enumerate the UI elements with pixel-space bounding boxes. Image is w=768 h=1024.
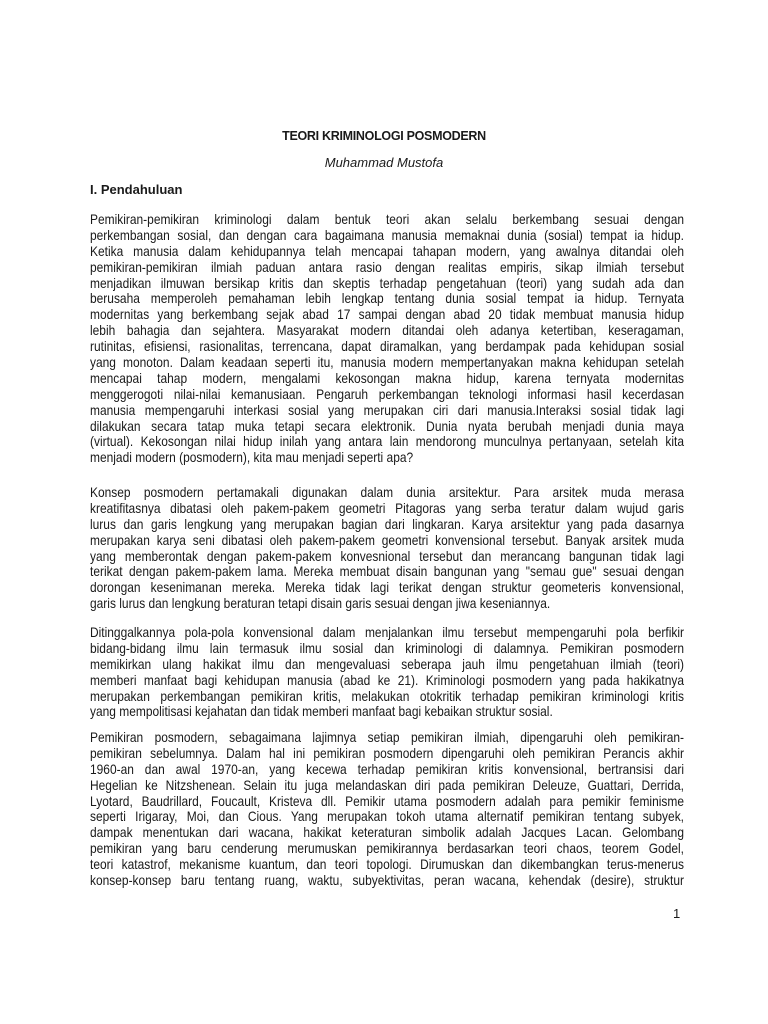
paragraph-line: menjadikan ilmuwan bersikap kritis dan skeptis terhadap pengetahuan (teori) yang sudah ada dan bbox=[90, 275, 684, 291]
paragraph-line: manusia mempengaruhi interkasi sosial yang merupakan ciri dari manusia.Interaksi sosial tidak lagi bbox=[90, 402, 684, 418]
paragraph-line: pemikiran sebelumnya. Dalam hal ini pemikiran posmodern dipengaruhi oleh pemikiran Perancis akhir bbox=[90, 745, 684, 761]
section-heading: I. Pendahuluan bbox=[90, 182, 183, 197]
paragraph-line: konsep-konsep baru tentang ruang, waktu, subyektivitas, peran wacana, kehendak (desire), struktur bbox=[90, 873, 684, 889]
paragraph-line: mencapai tahap modern, mengalami kekosongan makna hidup, karena ternyata modernitas bbox=[90, 370, 684, 386]
page-number: 1 bbox=[673, 906, 681, 921]
paragraph-line: Konsep posmodern pertamakali digunakan dalam dunia arsitektur. Para arsitek muda merasa bbox=[90, 485, 684, 500]
paragraph-line: memikirkan ulang hakikat ilmu dan mengevaluasi seberapa jauh ilmu pengetahuan ilmiah (teori) bbox=[90, 656, 684, 672]
paragraph-line: dampak menentukan dari wacana, hakikat keteraturan simbolik adalah Jacques Lacan. Gelombang bbox=[90, 825, 684, 841]
paragraph-line: Pemikiran posmodern, sebagaimana lajimnya setiap pemikiran ilmiah, dipengaruhi oleh pemikiran- bbox=[90, 730, 684, 745]
paragraph-line: bidang-bidang ilmu lain termasuk ilmu sosial dan kriminologi di dalamnya. Pemikiran posmodern bbox=[90, 640, 684, 656]
paragraph bbox=[90, 485, 684, 612]
paragraph-line: lurus dan garis lengkung yang merupakan bagian dari lingkaran. Karya arsitektur yang pada dasarnya bbox=[90, 516, 684, 532]
paragraph-line: Hegelian ke Nitzshenean. Selain itu juga melandaskan diri pada pemikiran Deleuze, Guattari, Derrida, bbox=[90, 777, 684, 793]
paragraph-line: (virtual). Kekosongan nilai hidup inilah yang antara lain mendorong munculnya pertanyaan, setelah kita bbox=[90, 434, 684, 450]
paragraph-line: pemikiran yang baru cenderung merumuskan pemikirannya berdasarkan teori chaos, teorem Godel, bbox=[90, 841, 684, 857]
paragraph bbox=[90, 730, 684, 889]
paragraph-line: merupakan perkembangan pemikiran kritis, melakukan otokritik terhadap pemikiran kriminologi kritis bbox=[90, 688, 684, 704]
document-title: TEORI KRIMINOLOGI POSMODERN bbox=[282, 129, 486, 143]
paragraph-line: berusaha memperoleh pemahaman lebih lengkap tentang dunia sosial tempat ia hidup. Ternyata bbox=[90, 291, 684, 307]
paragraph-line: Lyotard, Baudrillard, Foucault, Kristeva dll. Pemikir utama posmodern adalah para pemikir feminisme bbox=[90, 793, 684, 809]
paragraph-line: 1960-an dan awal 1970-an, yang kecewa terhadap pemikiran kritis konvensional, bertransisi dari bbox=[90, 761, 684, 777]
paragraph-line: memberi manfaat bagi kehidupan manusia (abad ke 21). Kriminologi posmodern yang pada hakikatnya bbox=[90, 672, 684, 688]
paragraph-line: Pemikiran-pemikiran kriminologi dalam bentuk teori akan selalu berkembang sesuai dengan bbox=[90, 212, 684, 227]
paragraph-line: yang mempolitisasi kejahatan dan tidak memberi manfaat bagi kebaikan struktur sosial. bbox=[90, 704, 553, 720]
paragraph-line: terikat dengan pakem-pakem lama. Mereka membuat disain bangunan yang "semau gue" sesuai dengan bbox=[90, 564, 684, 580]
paragraph-line: menjadi modern (posmodern), kita mau menjadi seperti apa? bbox=[90, 450, 414, 466]
paragraph-line: yang monoton. Dalam keadaan seperti itu, manusia modern mempertanyakan makna kehidupan setelah bbox=[90, 355, 684, 371]
paragraph bbox=[90, 625, 684, 720]
paragraph-line: dilakukan secara tatap muka tetapi secara elektronik. Dunia nyata berubah menjadi dunia maya bbox=[90, 418, 684, 434]
paragraph-line: yang memberontak dengan pakem-pakem konvesnional tersebut dan merancang bangunan tidak lagi bbox=[90, 548, 684, 564]
paragraph-line: rutinitas, efisiensi, rasionalitas, terrencana, dapat diramalkan, yang berdampak pada kehidupan sosial bbox=[90, 339, 684, 355]
paragraph-line: Ketika manusia dalam kehidupannya telah mencapai tahapan modern, yang awalnya ditandai oleh bbox=[90, 243, 684, 259]
paragraph-line: Ditinggalkannya pola-pola konvensional dalam menjalankan ilmu tersebut mempengaruhi pola berfikir bbox=[90, 625, 684, 640]
paragraph bbox=[90, 212, 684, 466]
paragraph-line: pemikiran-pemikiran ilmiah paduan antara rasio dengan realitas empiris, sikap ilmiah tersebut bbox=[90, 259, 684, 275]
paragraph-line: modernitas yang berkembang sejak abad 17 sampai dengan abad 20 tidak membuat manusia hidup bbox=[90, 307, 684, 323]
paragraph-line: garis lurus dan lengkung beraturan tetapi disain garis sesuai dengan jiwa keseniannya. bbox=[90, 596, 551, 612]
author-name: Muhammad Mustofa bbox=[324, 155, 444, 170]
paragraph-line: menggerogoti nilai-nilai kemanusiaan. Pengaruh perkembangan teknologi informasi hasil kecerdasan bbox=[90, 386, 684, 402]
paragraph-line: teori katastrof, mekanisme kuantum, dan teori topologi. Dirumuskan dan dikembangkan terus-menerus bbox=[90, 857, 684, 873]
paragraph-line: perkembangan sosial, dan dengan cara bagaimana manusia memaknai dunia (sosial) tempat ia hidup. bbox=[90, 227, 684, 243]
paragraph-line: merupakan karya seni dibatasi oleh pakem-pakem geometri konvensional tersebut. Banyak arsitek muda bbox=[90, 532, 684, 548]
paragraph-line: dorongan kesenimanan mereka. Mereka tidak lagi terikat dengan struktur geometeris konvensional, bbox=[90, 580, 684, 596]
paragraph-line: lebih bahagia dan sejahtera. Masyarakat modern ditandai oleh adanya ketertiban, keseragaman, bbox=[90, 323, 684, 339]
paragraph-line: seperti Irigaray, Moi, dan Cious. Yang merupakan tokoh utama alternatif pemikiran tentang subyek, bbox=[90, 809, 684, 825]
paragraph-line: kreatifitasnya dibatasi oleh pakem-pakem geometri Pitagoras yang serba teratur dalam wujud garis bbox=[90, 500, 684, 516]
